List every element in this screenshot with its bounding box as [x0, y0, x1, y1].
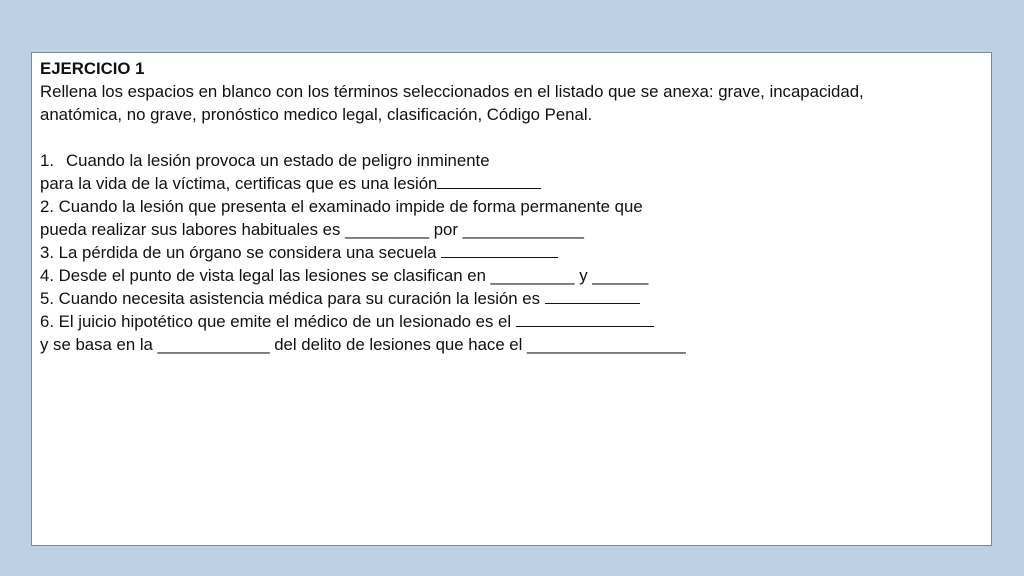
question-5-blank[interactable]	[545, 289, 640, 304]
question-6-blank[interactable]	[516, 312, 654, 327]
intro-line-1: Rellena los espacios en blanco con los términos seleccionados en el listado que se anexa: grave, incapacidad,	[40, 82, 864, 101]
question-5-line	[40, 287, 983, 310]
question-1-line-1	[40, 149, 983, 172]
question-1-number: 1.	[40, 151, 54, 170]
question-1-text-2: para la vida de la víctima, certificas que es una lesión	[40, 174, 438, 193]
exercise-content	[40, 57, 983, 356]
question-3-text: 3. La pérdida de un órgano se considera una secuela	[40, 243, 437, 262]
spacer	[40, 126, 983, 149]
question-6-line-2: y se basa en la ____________ del delito de lesiones que hace el _________________	[40, 335, 686, 354]
question-3-blank[interactable]	[441, 243, 558, 258]
question-5-text: 5. Cuando necesita asistencia médica para su curación la lesión es	[40, 289, 540, 308]
question-1-blank[interactable]	[437, 174, 541, 189]
question-2-line-1: 2. Cuando la lesión que presenta el examinado impide de forma permanente que	[40, 197, 643, 216]
question-6-text: 6. El juicio hipotético que emite el médico de un lesionado es el	[40, 312, 512, 331]
question-1-line-2	[40, 172, 983, 195]
question-4-line: 4. Desde el punto de vista legal las lesiones se clasifican en _________ y ______	[40, 266, 649, 285]
question-2-line-2: pueda realizar sus labores habituales es _________ por _____________	[40, 220, 584, 239]
question-3-line	[40, 241, 983, 264]
intro-line-2: anatómica, no grave, pronóstico medico legal, clasificación, Código Penal.	[40, 105, 593, 124]
question-6-line-1	[40, 310, 983, 333]
exercise-title: EJERCICIO 1	[40, 59, 145, 78]
question-1-text: Cuando la lesión provoca un estado de peligro inminente	[66, 151, 490, 170]
exercise-card	[31, 52, 992, 546]
